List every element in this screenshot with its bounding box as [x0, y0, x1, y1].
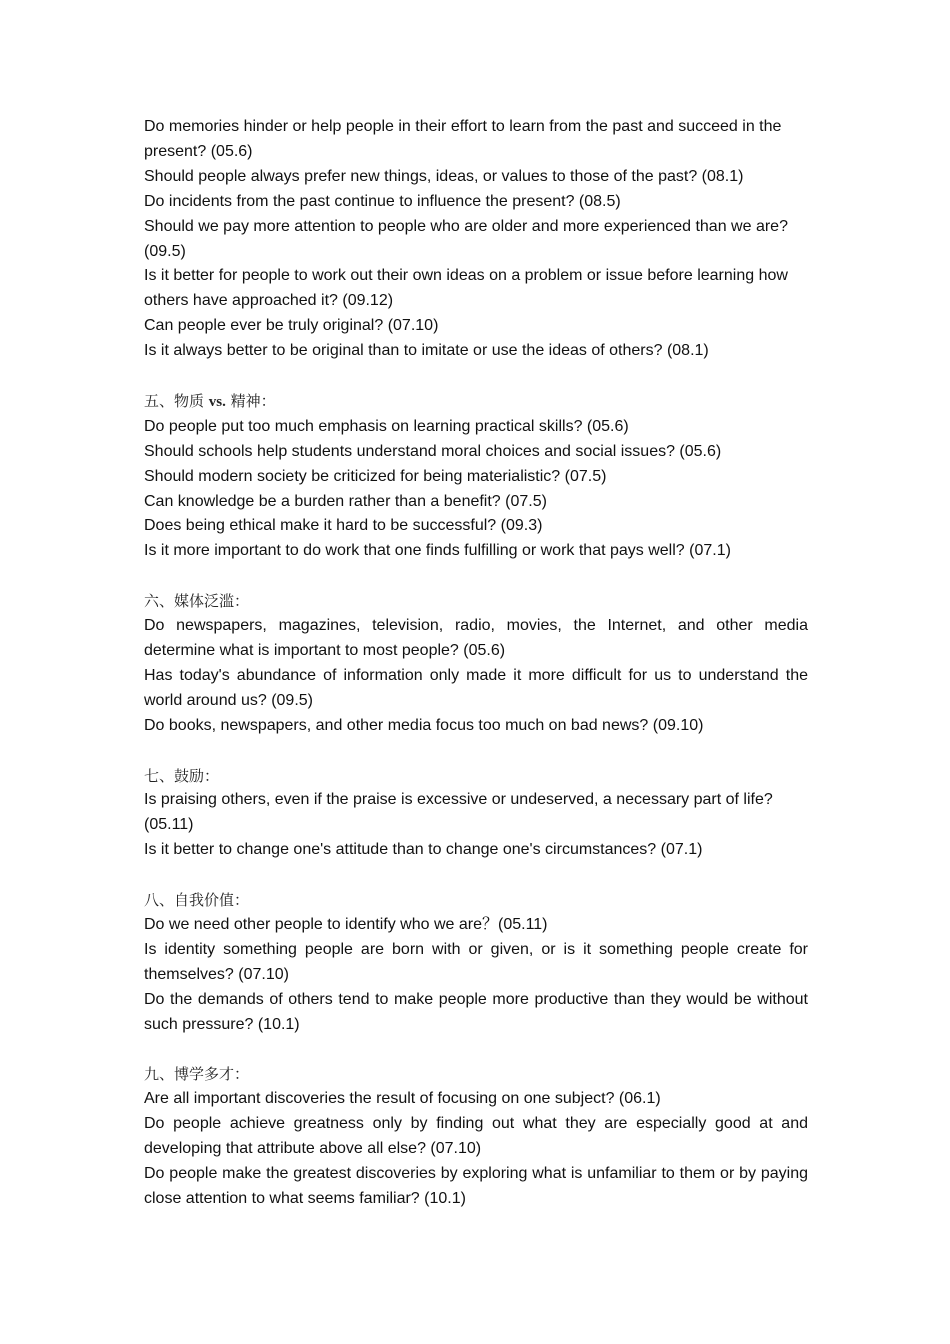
section-self-worth: [144, 888, 808, 1037]
question-media-determine-importance: Do newspapers, magazines, television, radio, movies, the Internet, and other media determine what is important to most people? (05.6): [144, 617, 808, 659]
question-own-ideas-first: Is it better for people to work out their own ideas on a problem or issue before learning how others have approached it? (09.12): [144, 267, 788, 310]
section-heading-broad-learning: 九、博学多才：: [144, 1065, 250, 1084]
section-heading-encouragement: 七、鼓励：: [144, 766, 220, 785]
question-focusing-one-subject: Are all important discoveries the result of focusing on one subject? (06.1): [144, 1090, 661, 1108]
question-achieve-greatness: Do people achieve greatness only by finding out what they are especially good at and developing that attribute above all else? (07.10): [144, 1115, 808, 1158]
question-information-abundance: Has today's abundance of information only made it more difficult for us to understand the world around us? (09.5): [144, 666, 808, 709]
section-gap: [144, 364, 808, 389]
section-gap: [144, 564, 808, 589]
section-material-vs-spirit: [144, 389, 808, 564]
section-encouragement: [144, 764, 808, 864]
question-fulfilling-work: Is it more important to do work that one finds fulfilling or work that pays well? (07.1): [144, 542, 731, 560]
section-broad-learning: [144, 1062, 808, 1211]
question-bad-news: Do books, newspapers, and other media focus too much on bad news? (09.10): [144, 716, 704, 734]
question-change-attitude: Is it better to change one's attitude than to change one's circumstances? (07.1): [144, 841, 703, 859]
question-older-people: Should we pay more attention to people who are older and more experienced than we are? (09.5): [144, 217, 788, 260]
question-prefer-new-things: Should people always prefer new things, ideas, or values to those of the past? (08.1): [144, 167, 744, 185]
question-truly-original: Can people ever be truly original? (07.10): [144, 317, 439, 335]
question-memories: Do memories hinder or help people in their effort to learn from the past and succeed in the present? (05.6): [144, 118, 782, 160]
question-identify-who-we-are: Do we need other people to identify who we are？(05.11): [144, 915, 548, 933]
section-heading-self-worth: 八、自我价值：: [144, 891, 250, 910]
question-moral-choices: Should schools help students understand moral choices and social issues? (05.6): [144, 442, 722, 460]
section-gap: [144, 739, 808, 764]
section-media-flood: [144, 589, 808, 738]
question-ethical-success: Does being ethical make it hard to be successful? (09.3): [144, 517, 543, 535]
question-demands-of-others: Do the demands of others tend to make people more productive than they would be without such pressure? (10.1): [144, 990, 808, 1033]
heading-text-end: 精神：: [225, 391, 276, 410]
question-identity-born-or-created: Is identity something people are born with or given, or is it something people create for themselves? (07.10): [144, 940, 808, 983]
question-praising-others: Is praising others, even if the praise is excessive or undeserved, a necessary part of life? (05.11): [144, 791, 773, 834]
section-past-and-originality: [144, 115, 808, 364]
heading-vs: vs.: [208, 393, 226, 410]
section-heading-material-vs-spirit: [144, 389, 808, 415]
question-materialistic-society: Should modern society be criticized for being materialistic? (07.5): [144, 467, 607, 485]
section-gap: [144, 1037, 808, 1062]
question-knowledge-burden: Can knowledge be a burden rather than a benefit? (07.5): [144, 492, 547, 510]
document-page: [144, 115, 808, 1212]
question-past-incidents: Do incidents from the past continue to influence the present? (08.5): [144, 192, 621, 210]
heading-text-start: 五、物质: [144, 391, 209, 410]
question-greatest-discoveries: Do people make the greatest discoveries by exploring what is unfamiliar to them or by paying close attention to what seems familiar? (10.1): [144, 1164, 808, 1207]
section-heading-media-flood: 六、媒体泛滥：: [144, 592, 250, 611]
question-practical-skills: Do people put too much emphasis on learning practical skills? (05.6): [144, 417, 629, 435]
section-gap: [144, 863, 808, 888]
question-original-vs-imitate: Is it always better to be original than to imitate or use the ideas of others? (08.1): [144, 342, 709, 360]
